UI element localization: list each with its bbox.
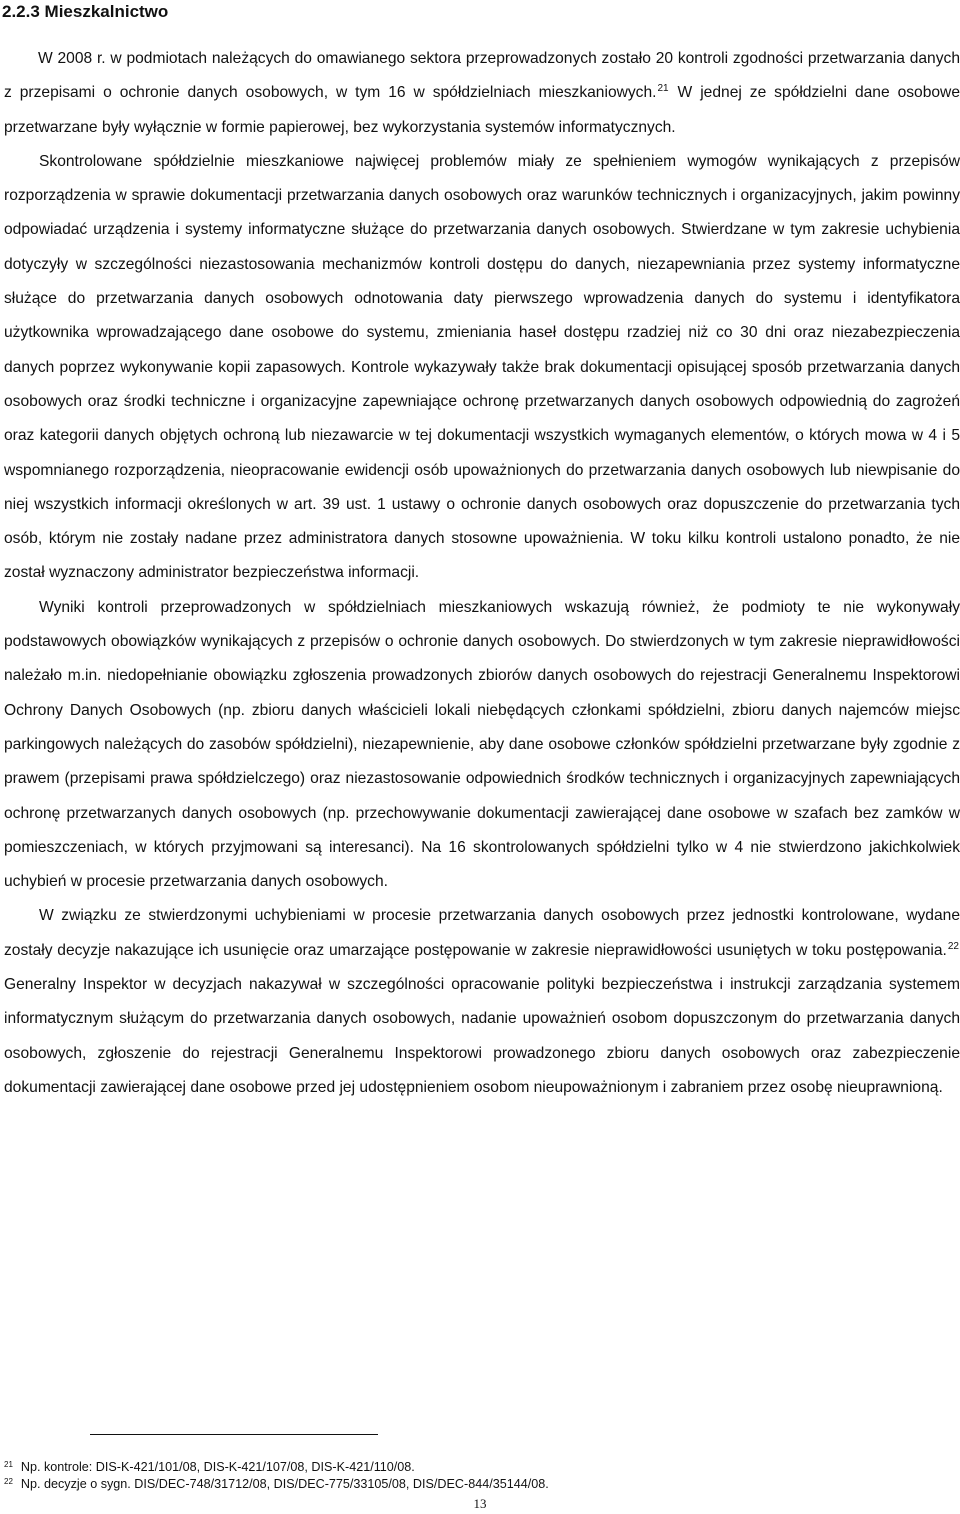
footnote-text: Np. decyzje o sygn. DIS/DEC-748/31712/08, DIS/DEC-775/33105/08, DIS/DEC-844/35144/08.	[20, 1477, 549, 1491]
paragraph-3: Wyniki kontroli przeprowadzonych w spółdzielniach mieszkaniowych wskazują również, że podmioty te nie wykonywały podstawowych obowiązków wynikających z przepisów o ochronie danych osobowych. Do stwierdzonych w tym zakresie nieprawidłowości należało m.in. niedopełnianie obowiązku zgłoszenia prowadzonych zbiorów danych osobowych do rejestracji Generalnemu Inspektorowi Ochrony Danych Osobowych (np. zbioru danych właścicieli lokali niebędących członkami spółdzielni, zbioru danych najemców miejsc parkingowych należących do zasobów spółdzielni), niezapewnienie, aby dane osobowe członków spółdzielni przetwarzane były zgodnie z prawem (przepisami prawa spółdzielczego) oraz niezastosowanie odpowiednich środków technicznych i organizacyjnych zapewniających ochronę przetwarzanych danych osobowych (np. przechowywanie dokumentacji zawierającej dane osobowe w szafach bez zamków w pomieszczeniach, w których przyjmowani są interesanci). Na 16 skontrolowanych spółdzielni tylko w 4 nie stwierdzono jakichkolwiek uchybień w procesie przetwarzania danych osobowych.	[4, 598, 960, 891]
paragraph-1	[4, 42, 960, 145]
body-text	[4, 42, 960, 1105]
paragraph-1-text-a: W 2008 r. w podmiotach należących do omawianego sektora przeprowadzonych zostało 20 kontroli zgodności przetwarzania danych z przepisami o ochronie danych osobowych, w tym 16 w spółdzielniach mieszkaniowych.	[4, 50, 960, 102]
footnote-22	[4, 1476, 549, 1493]
paragraph-4-text-b: Generalny Inspektor w decyzjach nakazywał w szczególności opracowanie polityki bezpieczeństwa i instrukcji zarządzania systemem informatycznym służącym do przetwarzania danych osobowych, nadanie upoważnień osobom dopuszczonym do przetwarzania danych osobowych, zgłoszenie do rejestracji Generalnemu Inspektorowi prowadzonego zbioru danych osobowych oraz zabezpieczenie dokumentacji zawierającej dane osobowe przed jej udostępnieniem osobom nieupoważnionym i zabraniem przez osobę nieuprawnioną.	[4, 976, 960, 1096]
footnote-separator	[90, 1434, 378, 1435]
footnote-ref-22: 22	[947, 940, 959, 952]
footnote-text: Np. kontrole: DIS-K-421/101/08, DIS-K-421/107/08, DIS-K-421/110/08.	[20, 1460, 415, 1474]
footnote-21	[4, 1459, 549, 1476]
footnote-ref-21: 21	[657, 83, 669, 95]
page-number: 13	[473, 1496, 487, 1511]
footnote-number: 22	[4, 1477, 13, 1486]
section-heading: 2.2.3 Mieszkalnictwo	[2, 2, 169, 21]
paragraph-2: Skontrolowane spółdzielnie mieszkaniowe najwięcej problemów miały ze spełnieniem wymogów wynikających z przepisów rozporządzenia w sprawie dokumentacji przetwarzania danych osobowych oraz warunków technicznych i organizacyjnych, jakim powinny odpowiadać urządzenia i systemy informatyczne służące do przetwarzania danych osobowych. Stwierdzane w tym zakresie uchybienia dotyczyły w szczególności niezastosowania mechanizmów kontroli dostępu do danych, niezapewniania przez systemy informatyczne służące do przetwarzania danych osobowych odnotowania daty pierwszego wprowadzenia danych do systemu i identyfikatora użytkownika wprowadzającego dane osobowe do systemu, zmieniania haseł dostępu rzadziej niż co 30 dni oraz niezabezpieczenia danych poprzez wykonywanie kopii zapasowych. Kontrole wykazywały także brak dokumentacji opisującej sposób przetwarzania danych osobowych oraz środki techniczne i organizacyjne zapewniające ochronę przetwarzanych danych osobowych odpowiednią do zagrożeń oraz kategorii danych objętych ochroną lub niezawarcie w tej dokumentacji wszystkich wymaganych elementów, o których mowa w 4 i 5 wspomnianego rozporządzenia, nieopracowanie ewidencji osób upoważnionych do przetwarzania danych osobowych lub niewpisanie do niej wszystkich informacji określonych w art. 39 ust. 1 ustawy o ochronie danych osobowych oraz dopuszczenie do przetwarzania tych osób, którym nie zostały nadane przez administratora danych stosowne upoważnienia. W toku kilku kontroli ustalono ponadto, że nie został wyznaczony administrator bezpieczeństwa informacji.	[4, 152, 960, 582]
footnote-number: 21	[4, 1460, 13, 1469]
paragraph-4-text-a: W związku ze stwierdzonymi uchybieniami w procesie przetwarzania danych osobowych przez jednostki kontrolowane, wydane zostały decyzje nakazujące ich usunięcie oraz umarzające postępowanie w zakresie nieprawidłowości usuniętych w toku postępowania.	[4, 907, 960, 959]
footnotes	[4, 1459, 549, 1493]
paragraph-4	[4, 899, 960, 1105]
paragraph-1-text-b: W jednej ze spółdzielni dane osobowe przetwarzane były wyłącznie w formie papierowej, bez wykorzystania systemów informatycznych.	[4, 84, 960, 136]
